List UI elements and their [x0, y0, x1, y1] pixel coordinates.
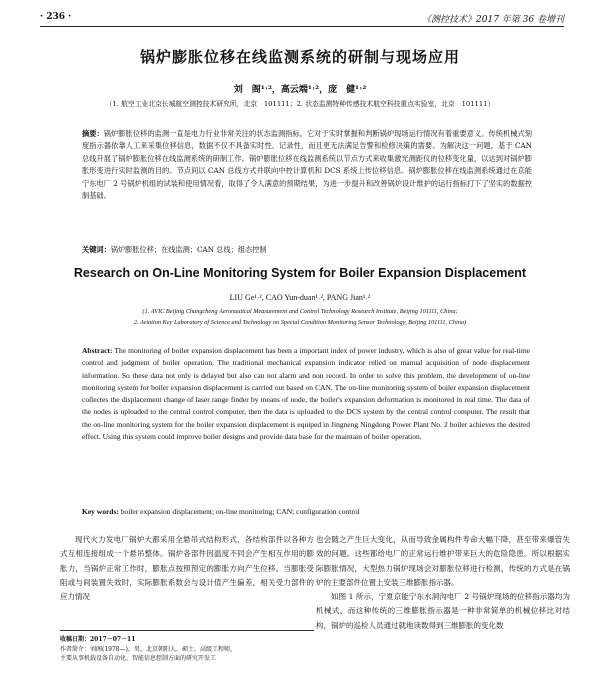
- chinese-abstract-text: 锅炉膨胀位移的监测一直是电力行业非常关注的状态监测指标，它对于实时掌握和判断锅炉现场运行情况有着重要意义。传统机械式刻度指示器依靠人工来采集位移信息，数据不仅不具备实时性、记录性，而且更无法满足告警和检修决策的需要。为解决这一问题，基于 CAN 总线开展了锅炉膨胀位移在线监测系统的研制工作。锅炉膨胀位移在线监测系统以节点方式来收集激光测距仪的位移变化量，以达到对锅炉膨胀形变进行实时监测的目的。节点间以 CAN 总线方式并联向中控计算机和 DCS 系统上传位移信息。锅炉膨胀位移在线监测系统通过在京能宁东电厂 2 号锅炉机组的试装和使用情况看，取得了令人满意的预期结果，为进一步提升和改善锅炉设计维护的运行指标打下了坚实的数据控制基础。: [82, 129, 532, 201]
- journal-citation: 《测控技术》2017 年第 36 卷增刊: [422, 15, 564, 25]
- english-affiliation-1: (1. AVIC Beijing Changcheng Aeronautical Measurement and Control Technology Research Institute, Beijing 101111, China;: [142, 308, 458, 315]
- english-keywords: [82, 507, 530, 516]
- english-abstract-label: Abstract:: [82, 346, 113, 355]
- english-keywords-text: boiler expansion displacement; on-line monitoring; CAN; configuration control: [120, 507, 360, 516]
- english-abstract: [82, 345, 530, 443]
- english-title: Research on On-Line Monitoring System for Boiler Expansion Displacement: [73, 266, 527, 280]
- body-paragraph: 如图 1 所示，宁夏京能宁东水洞沟电厂 2 号锅炉现场的位移指示器均为机械式，而这种传统的三维膨胀指示器是一种非常简单的机械位移比对结构，锅炉的巡检人员通过就地读数得到三维膨胀的变化数: [316, 592, 570, 630]
- running-header: [40, 8, 564, 27]
- body-column-left: [60, 533, 314, 604]
- footnote-received-date: 收稿日期：2017－07－11: [60, 636, 136, 643]
- chinese-keywords-label: 关键词：: [82, 245, 111, 254]
- chinese-abstract-label: 摘要：: [82, 129, 104, 138]
- footnote-author-info: 主要从事机载设备自动化、智能信息控制方面的研究开发工: [60, 655, 217, 662]
- english-authors: LIU Ge¹˒², CAO Yun-duan¹˒², PANG Jian¹˒²: [229, 293, 371, 302]
- chinese-authors: 刘 阁¹˒²，高云端¹˒²，庞 健¹˒²: [233, 85, 367, 95]
- page-number: · 236 ·: [40, 12, 72, 22]
- body-paragraph: 现代火力发电厂锅炉大都采用全悬吊式结构形式，各结构部件以各种方式互相连接组成一个悬吊整体。锅炉各部件因温度不同会产生相互作用的膨胀力，当锅炉正常工作时，膨胀点按照预定的膨胀方向产生位移。当膨胀受阻或与间装置失效时，实际膨胀系数会与设计值产生偏差，相关受力部件的应力情况: [60, 535, 314, 602]
- body-column-right: [316, 533, 570, 633]
- footnote: [60, 630, 314, 664]
- footnote-author-info: 作者简介：刘阁(1978—)，男，北京朝阳人，硕士，高级工程师，: [60, 645, 236, 653]
- body-paragraph: 也会随之产生巨大变化，从而导致金属构件寿命大幅下降，甚至带来爆管失效的问题。这些都给电厂的正常运行维护带来巨大的危险隐患。所以根据实际膨胀情况，大型热力锅炉现场会对膨胀位移进行检测，传统的方式是在锅炉的主要部件位置上安装三维膨胀指示器。: [316, 535, 570, 587]
- english-affiliation: [30, 306, 570, 328]
- chinese-title: 锅炉膨胀位移在线监测系统的研制与现场应用: [139, 48, 460, 66]
- chinese-keywords-text: 锅炉膨胀位移；在线监测；CAN 总线；组态控制: [110, 245, 267, 254]
- chinese-keywords: [82, 245, 532, 255]
- english-keywords-label: Key words:: [82, 507, 119, 516]
- chinese-abstract: [82, 128, 532, 202]
- chinese-affiliation: （1. 航空工业北京长城航空测控技术研究所，北京 101111；2. 状态监测特种传感技术航空科技重点实验室，北京 101111）: [105, 100, 495, 108]
- english-abstract-text: The monitoring of boiler expansion displacement has been a important index of power industry, which is also of great value for real-time control and judgment of boiler operation. The traditional mechanical expansion indicator relied on manual acquisition of node displacement information. So these data not only is delayed but also can not alarm and non record. In order to solve this problem, the development of on-line monitoring system for boiler expansion displacement is carried out based on CAN. The on-line monitoring system of boiler expansion displacement collectes the displacement change of laser range finder by means of node, the boiler's expansion deformation is monitored in real time. The data of the nodes is uploaded to the central control computer, then the data is uploaded to the DCS system by the central control computer. The result that the on-line monitoring system for the boiler expansion displacement is equiped in Jingneng Ningdong Power Plant No. 2 boiler achieves the desired effect. Using this system could improve boiler designs and provide data base for the maintain of boiler operation.: [82, 346, 531, 442]
- english-affiliation-2: 2. Aviation Key Laboratory of Science and Technology on Special Condition Monitoring Sensor Technology, Beijing 101111, China): [133, 319, 467, 326]
